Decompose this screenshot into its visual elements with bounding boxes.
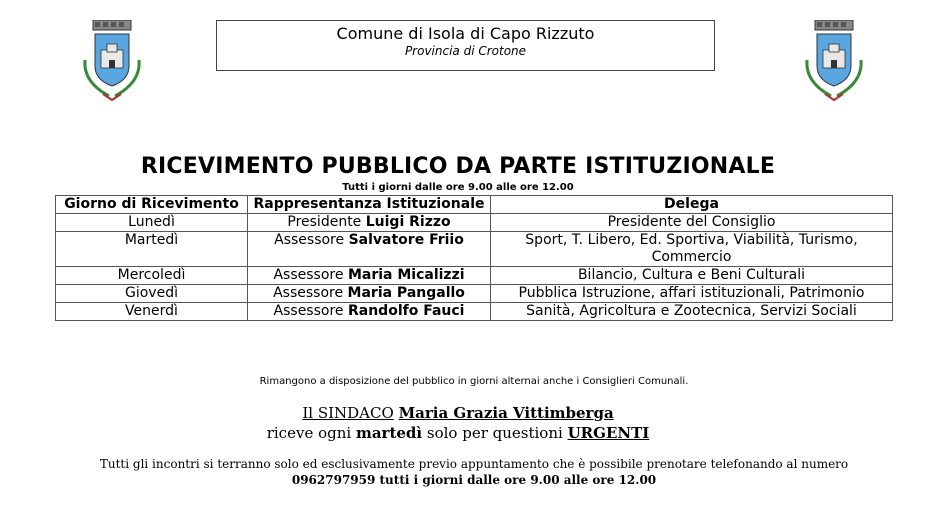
- delega-cell: Bilancio, Cultura e Beni Culturali: [491, 267, 893, 285]
- representative-cell: [248, 232, 491, 267]
- day-cell: Martedì: [56, 232, 248, 267]
- footer-line: Tutti gli incontri si terranno solo ed esclusivamente previo appuntamento che è possibile prenotare telefonando al numero: [99, 457, 849, 471]
- header-box: [216, 20, 715, 71]
- provincia-name: Provincia di Crotone: [404, 44, 527, 58]
- mayor-day: martedì: [355, 424, 423, 442]
- representative-name: Randolfo Fauci: [347, 303, 465, 319]
- representative-name: Luigi Rizzo: [365, 214, 451, 230]
- representative-cell: [248, 285, 491, 303]
- representative-cell: [248, 214, 491, 232]
- footer-notice: [0, 456, 948, 488]
- column-header-representative: Rappresentanza Istituzionale: [248, 196, 491, 214]
- comune-name: Comune di Isola di Capo Rizzuto: [336, 24, 595, 43]
- table-row: [56, 214, 893, 232]
- schedule-table: [55, 195, 893, 321]
- representative-name: Salvatore Friio: [348, 232, 464, 248]
- day-cell: Lunedì: [56, 214, 248, 232]
- role-label: Assessore: [273, 303, 344, 319]
- coat-of-arms-icon: [81, 20, 143, 104]
- representative-name: Maria Micalizzi: [347, 267, 465, 283]
- mayor-text: riceve ogni: [266, 424, 352, 442]
- day-cell: Giovedì: [56, 285, 248, 303]
- representative-name: Maria Pangallo: [347, 285, 465, 301]
- mayor-text: solo per questioni: [426, 424, 563, 442]
- coat-of-arms-icon: [803, 20, 865, 104]
- role-label: Assessore: [273, 267, 344, 283]
- table-row: [56, 303, 893, 321]
- mayor-title: Il SINDACO: [302, 404, 394, 422]
- urgent-label: URGENTI: [567, 424, 650, 442]
- role-label: Assessore: [273, 285, 344, 301]
- delega-cell: Sport, T. Libero, Ed. Sportiva, Viabilità, Turismo, Commercio: [491, 232, 893, 267]
- councillors-note: Rimangono a disposizione del pubblico in giorni alternai anche i Consiglieri Comunali.: [259, 376, 689, 387]
- page-subtitle: Tutti i giorni dalle ore 9.00 alle ore 12.00: [342, 182, 574, 193]
- mayor-schedule-line: [0, 423, 916, 443]
- page-title: RICEVIMENTO PUBBLICO DA PARTE ISTITUZIONALE: [140, 154, 776, 179]
- day-cell: Mercoledì: [56, 267, 248, 285]
- delega-cell: Sanità, Agricoltura e Zootecnica, Servizi Sociali: [491, 303, 893, 321]
- mayor-line: [0, 403, 916, 423]
- mayor-name: Maria Grazia Vittimberga: [398, 404, 614, 422]
- table-row: [56, 267, 893, 285]
- mayor-section: [0, 403, 916, 443]
- representative-cell: [248, 303, 491, 321]
- column-header-day: Giorno di Ricevimento: [56, 196, 248, 214]
- column-header-delega: Delega: [491, 196, 893, 214]
- table-row: [56, 285, 893, 303]
- delega-cell: Presidente del Consiglio: [491, 214, 893, 232]
- representative-cell: [248, 267, 491, 285]
- footer-phone-line: 0962797959 tutti i giorni dalle ore 9.00 alle ore 12.00: [291, 473, 657, 487]
- role-label: Assessore: [274, 232, 345, 248]
- day-cell: Venerdì: [56, 303, 248, 321]
- role-label: Presidente: [287, 214, 362, 230]
- table-row: [56, 232, 893, 267]
- table-header-row: [56, 196, 893, 214]
- delega-cell: Pubblica Istruzione, affari istituzionali, Patrimonio: [491, 285, 893, 303]
